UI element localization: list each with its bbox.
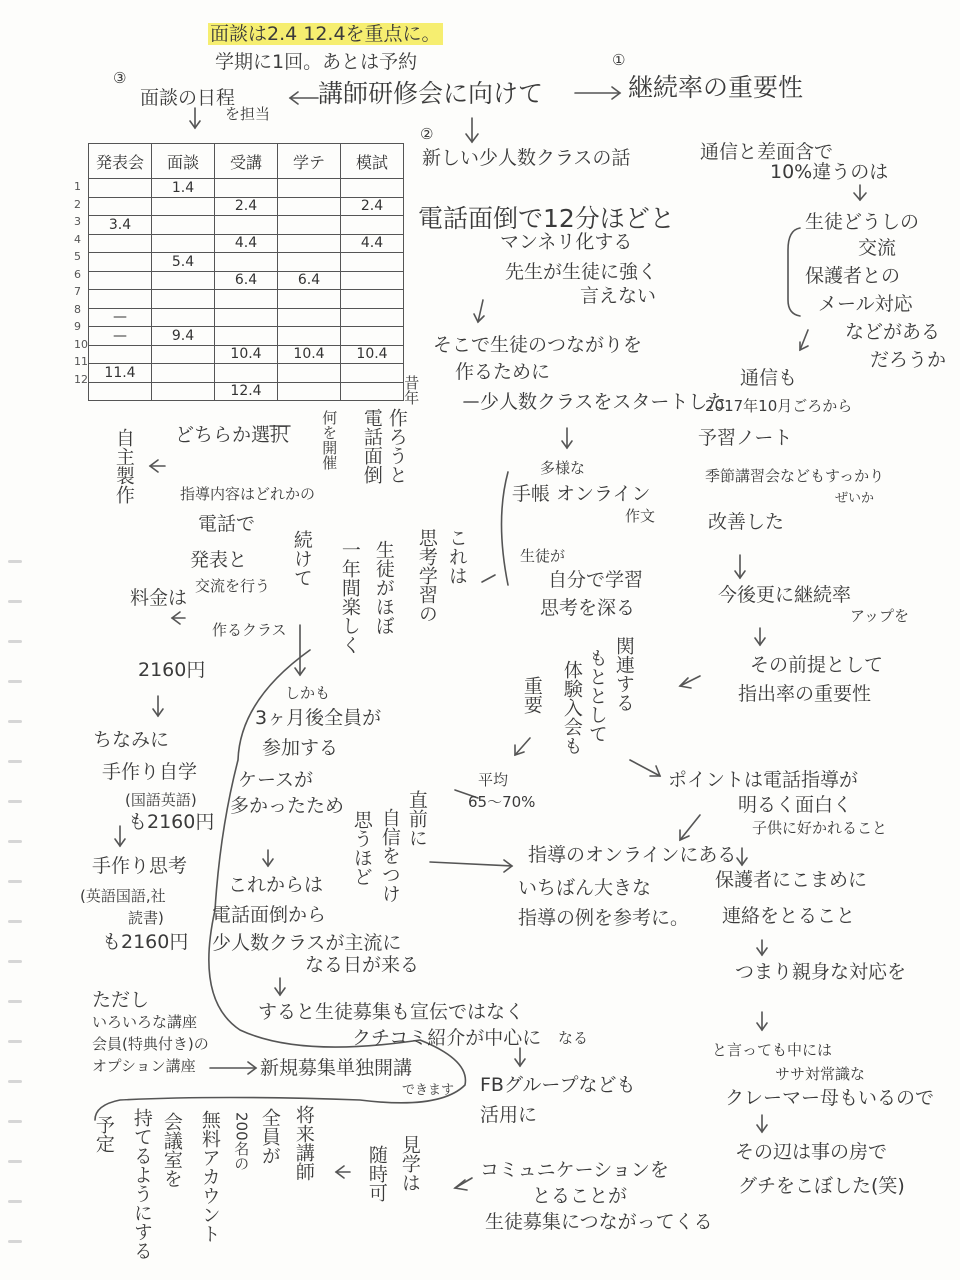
table-cell [278,253,341,272]
mid-c1: すると生徒募集も宣伝ではなく [258,1001,525,1023]
table-cell [278,382,341,401]
v-chokuzen: 直前に [405,790,428,847]
table-cell: 5.4 [152,253,215,272]
v-bottom7: 会議室を [160,1112,183,1188]
table-cell [341,327,404,346]
table-cell: 4.4 [215,234,278,253]
table-cell: 4.4 [341,234,404,253]
v-kaisai: 何を開催 [320,410,339,470]
table-cell [278,197,341,216]
row-number: 8 [74,302,81,316]
center-c1: そこで生徒のつながりを [433,334,643,356]
table-row [89,197,404,216]
center-h2: とることが [532,1185,628,1207]
table-row [89,308,404,327]
row-number: 11 [74,355,88,368]
right-j2: グチをこぼした(笑) [738,1175,905,1197]
right-c1: 通信も [740,367,798,389]
center-g1: FBグループなども [480,1074,636,1096]
table-cell [89,290,152,309]
center-a1: 新しい少人数クラスの話 [422,147,631,169]
left-d3: 読書) [128,909,164,927]
right-c4: 季節講習会などもすっかり [705,467,885,485]
right-f1: ポイントは電話指導が [668,769,859,791]
table-cell: 11.4 [89,364,152,383]
table-cell [278,234,341,253]
v-bottom1: 見学は [398,1135,421,1192]
right-a2: 10%違うのは [770,161,889,183]
table-header-cell: 受講 [215,144,278,179]
table-cell [152,364,215,383]
table-cell [215,216,278,235]
row-number: 9 [74,320,81,333]
right-b1: 生徒どうしの [805,211,920,233]
center-f1: 指導のオンラインにある [528,844,737,866]
v-kankei: 関連する [612,636,635,712]
row-number: 1 [74,180,81,193]
right-i3: クレーマー母もいるので [725,1087,935,1109]
table-row [89,290,404,309]
table-cell [278,216,341,235]
table-cell [341,179,404,198]
v-bottom5: 200名の [232,1112,251,1171]
table-cell: 2.4 [215,197,278,216]
v-tsuzuke: 続けて [290,530,313,587]
table-row [89,345,404,364]
left-e4: オプション講座 [92,1057,196,1075]
v-bottom8: 持てるようにする [130,1108,153,1260]
mid-a1: しかも [285,684,331,702]
right-i2: ササ対常識な [775,1065,866,1083]
center-f3: 指導の例を参考に。 [518,907,690,929]
v-tsukurou: 作ろうと [385,408,408,484]
table-cell [89,197,152,216]
section-num-3: ③ [113,69,127,87]
table-row [89,364,404,383]
left-c1: ちなみに [93,729,170,751]
center-title: 講師研修会に向けて [318,79,544,108]
table-cell: — [89,308,152,327]
table-cell: 10.4 [215,345,278,364]
center-g2: 活用に [480,1104,538,1126]
mid-d2: できます [402,1083,455,1098]
v-ichinen: 一年間楽しく [338,540,361,654]
row-number: 3 [74,215,81,228]
right-a1: 通信と差面含で [700,141,834,163]
table-row [89,216,404,235]
table-cell [152,271,215,290]
mid-a4: ケースが [238,769,314,791]
right-c3: 予習ノート [698,427,793,449]
table-cell [89,382,152,401]
row-number: 10 [74,337,88,351]
v-bottom9: 予定 [92,1115,115,1153]
right-f3: 子供に好かれること [752,819,888,837]
left-a5: 交流を行う [195,577,271,595]
center-b4: 言えない [580,285,657,307]
right-title: 継続率の重要性 [628,73,804,102]
table-cell: 12.4 [215,382,278,401]
table-cell: 10.4 [278,345,341,364]
mid-c2: クチコミ紹介が中心に [352,1027,542,1049]
table-cell [152,197,215,216]
table-cell [341,216,404,235]
right-f2: 明るく面白く [738,794,853,816]
table-header-row [89,144,404,179]
table-cell: 10.4 [341,345,404,364]
table-cell [341,253,404,272]
v-denwa: 電話面倒 [360,408,383,484]
table-cell [89,345,152,364]
center-d6: 思考を深る [540,597,636,619]
row-number: 6 [74,267,81,281]
left-d4: も2160円 [102,931,189,953]
table-row [89,271,404,290]
left-b2: 2160円 [138,659,206,681]
table-cell [152,290,215,309]
left-d1: 手作り思考 [92,855,188,877]
v-moto: もととして [585,648,608,743]
right-d2: アップを [850,607,909,625]
table-cell [152,234,215,253]
table-cell [152,308,215,327]
right-b3: 保護者との [805,265,901,287]
v-seito: 生徒がほぼ [372,540,395,635]
table-cell [215,179,278,198]
right-c6: 改善した [708,511,785,533]
row-number: 4 [74,232,81,246]
mid-d1: 新規募集単独開講 [260,1057,413,1079]
row-number: 7 [74,285,81,298]
section-num-1: ① [612,51,626,69]
table-cell: 3.4 [89,216,152,235]
left-e1: ただし [92,989,150,1011]
center-b3: 先生が生徒に強く [505,261,658,283]
left-a2: 指導内容はどれかの [180,485,316,503]
table-cell: 6.4 [278,271,341,290]
table-cell: 2.4 [341,197,404,216]
table-header-cell: 発表会 [89,144,152,179]
left-c2: 手作り自学 [102,761,198,783]
table-cell [215,308,278,327]
mid-a3: 参加する [262,737,339,759]
center-b1: 電話面倒で12分ほどと [418,204,675,233]
table-row-numbers [74,178,88,388]
table-cell: — [89,327,152,346]
table-cell [278,290,341,309]
right-b4: メール対応 [818,293,913,315]
table-cell [278,364,341,383]
mid-a2: 3ヶ月後全員が [255,707,382,729]
center-c2: 作るために [455,361,551,383]
table-row [89,382,404,401]
center-e1: 平均 [478,771,509,789]
row-number: 5 [74,250,81,263]
table-cell [152,345,215,364]
left-e2: いろいろな講座 [92,1013,198,1031]
right-b5: などがある [845,321,941,343]
table-cell [89,271,152,290]
v-omou: 思うほど [350,810,373,886]
right-e1: その前提として [750,654,884,676]
row-number: 2 [74,197,81,211]
center-e2: 65〜70% [468,793,536,811]
mid-c3: なる [558,1029,589,1047]
header-line2: 学期に1回。あとは予約 [215,51,418,73]
table-cell [215,253,278,272]
table-header-cell: 学テ [278,144,341,179]
right-c2: 2017年10月ごろから [705,397,853,415]
table-cell [215,327,278,346]
table-cell [341,290,404,309]
mid-b1: これからは [228,874,324,896]
right-e2: 指出率の重要性 [738,683,872,705]
v-shikaku: 思考学習の [415,528,438,623]
table-cell [89,234,152,253]
center-d4: 生徒が [520,547,566,565]
center-d1: 多様な [540,459,586,477]
table-row [89,327,404,346]
mid-b4: なる日が来る [305,954,420,976]
table-row [89,234,404,253]
right-g2: 連絡をとること [722,905,856,927]
section-num-2: ② [420,125,434,143]
v-juyo: 重要 [520,676,543,714]
schedule-table [88,143,404,401]
center-d5: 自分で学習 [548,569,644,591]
left-a1: どちらか選択 [175,424,290,446]
table-cell [215,290,278,309]
mid-a5: 多かったため [230,795,345,817]
table-cell [152,382,215,401]
table-cell [278,327,341,346]
table-cell [278,308,341,327]
header-line1 [208,24,443,46]
table-cell [152,216,215,235]
center-d2: 手帳 オンライン [512,483,651,505]
v-bottom4: 全員が [258,1108,281,1165]
left-a6: 作るクラス [212,621,287,639]
table-header-cell: 模試 [341,144,404,179]
table-cell [215,364,278,383]
v-bottom2: 随時可 [365,1145,388,1202]
center-h1: コミュニケーションを [480,1159,669,1181]
table-header-cell: 面談 [152,144,215,179]
left-e3: 会員(特典付き)の [92,1035,209,1053]
v-jikai: 自信をつけ [378,808,401,903]
center-b2: マンネリ化する [500,231,633,253]
left-b1: 料金は [130,587,188,609]
table-body [89,179,404,401]
v-bottom6: 無料アカウント [198,1110,221,1243]
left-c3: (国語英語) [125,791,197,809]
table-row [89,253,404,272]
left-title2: を担当 [225,105,271,123]
left-a3: 電話で [198,513,256,535]
v-jiyu: 自主製作 [112,428,135,504]
header-line1-text: 面談は2.4 12.4を重点に。 [210,23,441,45]
left-title: 面談の日程 [140,87,236,109]
right-d1: 今後更に継続率 [718,584,852,606]
table-cell: 9.4 [152,327,215,346]
right-c5: ぜいか [835,491,875,506]
table-row [89,179,404,198]
table-cell [341,364,404,383]
v-bottom3: 将来講師 [292,1105,315,1181]
center-d3: 作文 [625,507,656,525]
right-b6: だろうか [870,349,947,371]
v-kore: これは [445,528,468,585]
mid-b3: 少人数クラスが主流に [212,932,402,954]
center-h3: 生徒募集につながってくる [485,1211,713,1233]
table-cell [89,253,152,272]
table-cell [341,271,404,290]
v-hoshi: 昔年 [402,375,421,405]
table-cell [89,179,152,198]
center-c3: 少人数クラスをスタートした [480,391,727,413]
left-c4: も2160円 [128,811,215,833]
mid-b2: 電話面倒から [212,904,327,926]
right-b2: 交流 [858,237,897,259]
v-taiken: 体験入会も [560,660,583,755]
table-cell: 6.4 [215,271,278,290]
right-g1: 保護者にこまめに [715,869,868,891]
table-cell [278,179,341,198]
left-d2: (英語国語,社 [80,887,166,905]
table-cell [341,308,404,327]
table-cell: 1.4 [152,179,215,198]
left-a4: 発表と [190,549,248,571]
right-i1: と言っても中には [712,1041,833,1059]
center-f2: いちばん大きな [518,877,652,899]
table-cell [341,382,404,401]
right-h1: つまり親身な対応を [735,961,907,983]
row-number: 12 [74,372,88,386]
right-j1: その辺は事の房で [735,1141,888,1163]
